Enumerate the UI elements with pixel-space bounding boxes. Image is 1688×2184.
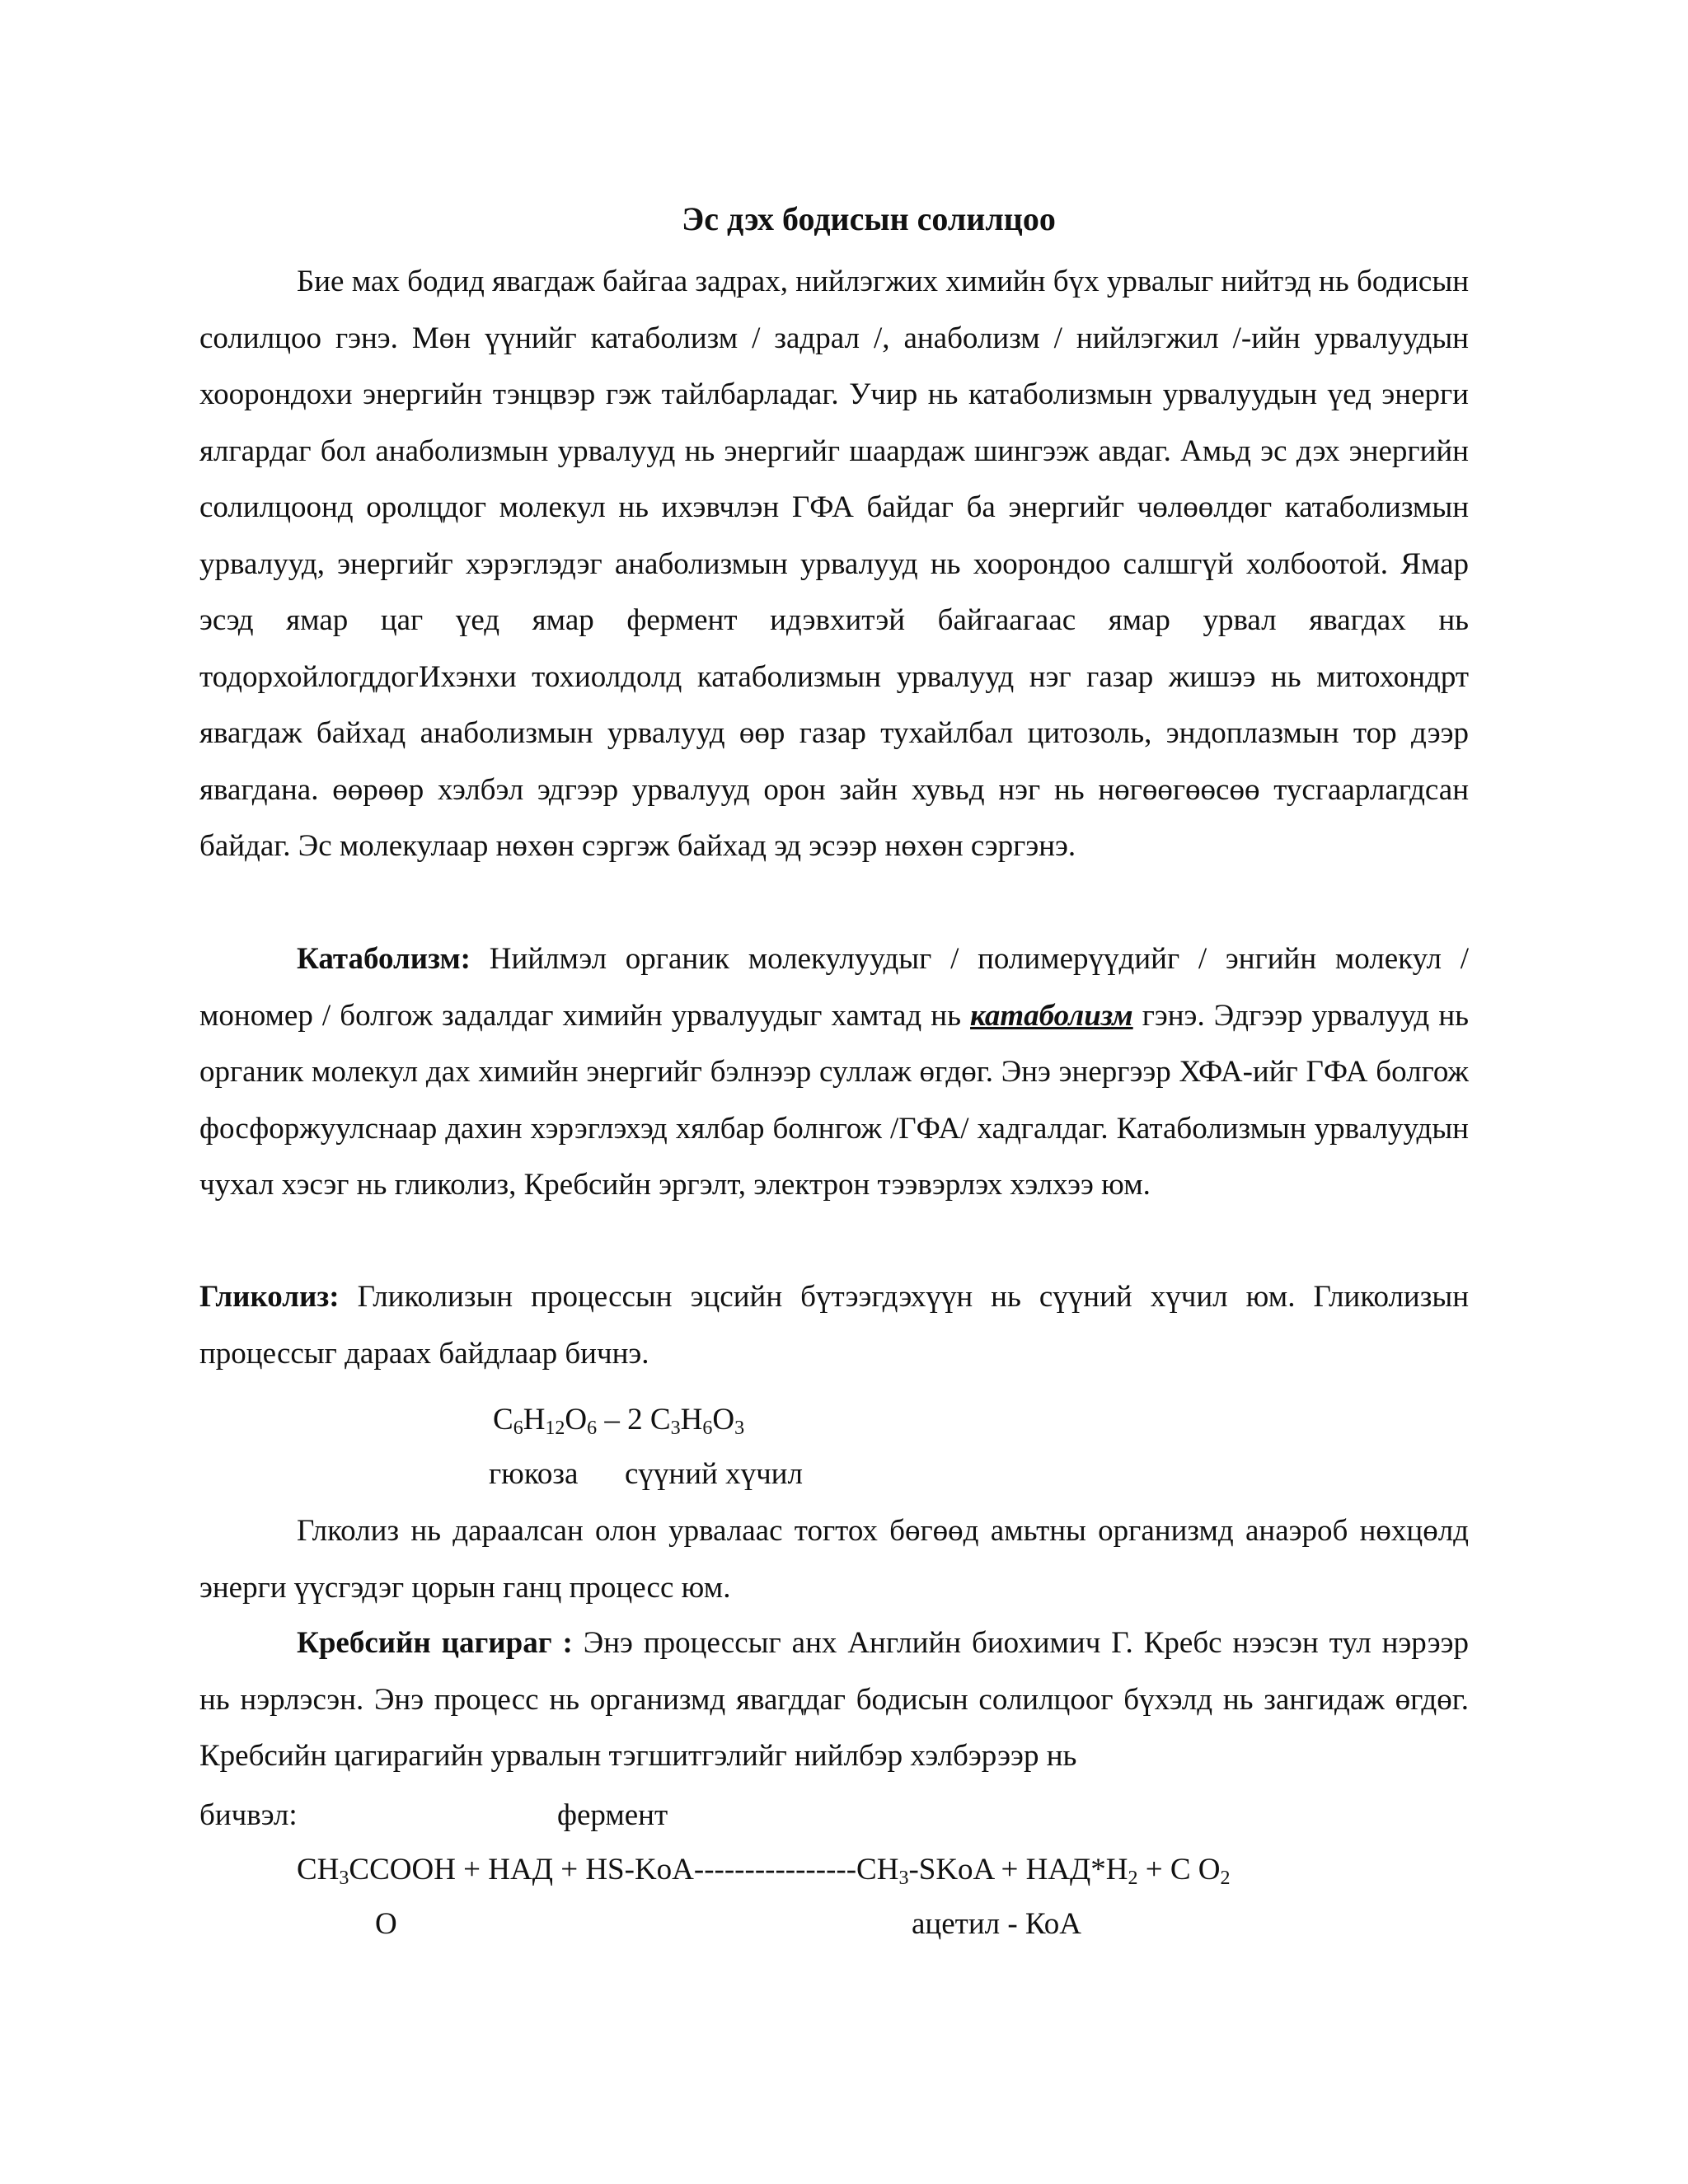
- acetyl-coa-label: ацетил - КоА: [912, 1907, 1081, 1941]
- catabolism-text-before: Нийлмэл органик молекулуудыг / полимерүүдийг / энгийн молекул / мономер / болгож задалдаг химийн урвалуудыг хамтад нь: [199, 942, 1469, 1033]
- catabolism-text-after: гэнэ. Эдгээр урвалууд нь органик молекул дах химийн энергийг бэлнээр суллаж өгдөг. Энэ энергээр ХФА-ийг ГФА болгож фосфоржуулснаар дахин хэрэглэхэд хялбар болнгож /ГФА/ хадгалдаг. Катаболизмын урвалуудын чухал хэсэг нь гликолиз, Кребсийн эргэлт, электрон тээвэрлэх хэлхээ юм.: [199, 998, 1469, 1202]
- krebs-paragraph: [199, 1615, 1469, 1785]
- krebs-last-word: бичвэл:: [199, 1798, 298, 1832]
- glycolysis-paragraph: [199, 1269, 1469, 1382]
- enzyme-label: фермент: [557, 1798, 668, 1832]
- glycolysis-note: Глколиз нь дараалсан олон урвалаас тогтох бөгөөд амьтны организмд анаэроб нөхцөлд энерги үүсгэдэг цорын ганц процесс юм.: [199, 1514, 1469, 1605]
- glycolysis-heading: Гликолиз:: [199, 1280, 340, 1314]
- lactic-acid-label: сүүний хүчил: [625, 1457, 803, 1491]
- krebs-text: Энэ процессыг анх Английн биохимич Г. Кребс нээсэн тул нэрээр нь нэрлэсэн. Энэ процесс нь организмд явагддаг бодисын солилцоог бүхэлд нь зангидаж өгдөг. Кребсийн цагирагийн урвалын тэгшитгэлийг нийлбэр хэлбэрээр нь: [199, 1626, 1469, 1773]
- glycolysis-formula: $C_6H_{12}O_6 - 2$ $C_3H_6O_3$: [493, 1403, 745, 1439]
- krebs-heading: Кребсийн цагираг :: [297, 1626, 573, 1660]
- glucose-label: гюкоза: [489, 1457, 579, 1491]
- catabolism-paragraph: [199, 931, 1469, 1214]
- catabolism-term: катаболизм: [970, 998, 1133, 1033]
- catabolism-heading: Катаболизм:: [297, 942, 471, 976]
- intro-paragraph: Бие мах бодид явагдаж байгаа задрах, нийлэгжих химийн бүх урвалыг нийтэд нь бодисын солилцоо гэнэ. Мөн үүнийг катаболизм / задрал /, анаболизм / нийлэгжил /-ийн урвалуудын хоорондохи энергийн тэнцвэр гэж тайлбарладаг. Учир нь катаболизмын урвалуудын үед энерги ялгардаг бол анаболизмын урвалууд нь энергийг шаардаж шингээж авдаг. Амьд эс дэх энергийн солилцоонд оролцдог молекул нь ихэвчлэн ГФА байдаг ба энергийг чөлөөлдөг катаболизмын урвалууд, энергийг хэрэглэдэг анаболизмын урвалууд нь хоорондоо салшгүй холбоотой. Ямар эсэд ямар цаг үед ямар фермент идэвхитэй байгаагаас ямар урвал явагдах нь тодорхойлогддогИхэнхи тохиолдолд катаболизмын урвалууд нэг газар жишээ нь митохондрт явагдаж байхад анаболизмын урвалууд өөр газар тухайлбал цитозоль, эндоплазмын тор дээр явагдана. өөрөөр хэлбэл эдгээр урвалууд орон зайн хувьд нэг нь нөгөөгөөсөө тусгаарлагдсан байдаг. Эс молекулаар нөхөн сэргэж байхад эд эсээр нөхөн сэргэнэ.: [199, 265, 1469, 863]
- glycolysis-text: Гликолизын процессын эцсийн бүтээгдэхүүн нь сүүний хүчил юм. Гликолизын процессыг дараах байдлаар бичнэ.: [199, 1280, 1469, 1371]
- oxygen-label: O: [375, 1907, 397, 1941]
- page-title: Эс дэх бодисын солилцоо: [682, 200, 1056, 237]
- krebs-equation: $CH_3CCOOH$ + НАД + $HS-KoA----------------CH_3$-SKoA + $НАД*H_2 + C$ $O_2$: [297, 1853, 1231, 1889]
